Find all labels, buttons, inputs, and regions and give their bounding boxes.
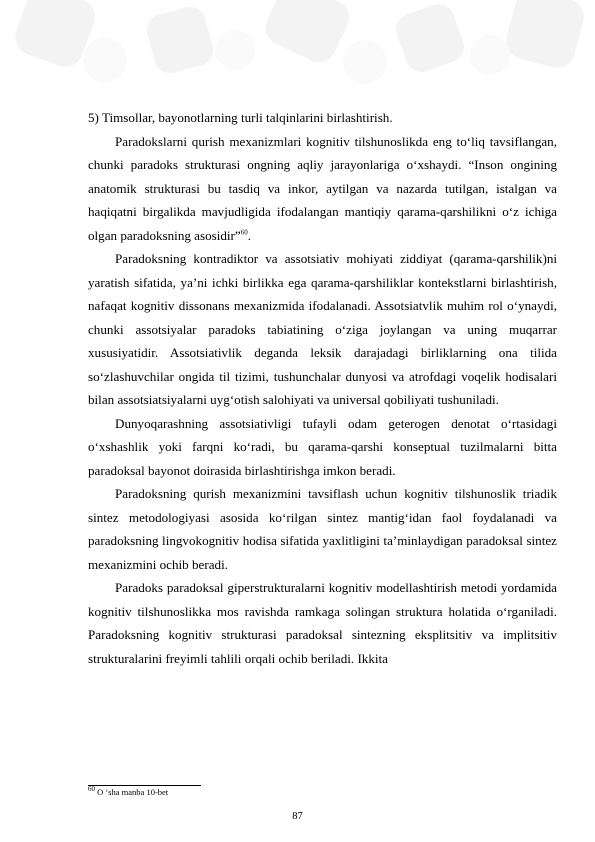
footnote-ref[interactable]: 60 (240, 228, 248, 237)
page-number: 87 (292, 811, 303, 822)
page-body (88, 106, 557, 670)
footnote-marker: 60 (88, 785, 95, 794)
footnote (88, 787, 168, 798)
paragraph-3: Paradoksning kontradiktor va assotsiativ mohiyati ziddiyat (qarama-qarshilik)ni yaratish sifatida, ya’ni ichki birlikka ega qarama-qarshiliklar kontekstlarni birlashtirish, nafaqat kognitiv dissonans mexanizmida ifodalanadi. Assotsiatvlik muhim rol o‘ynaydi, chunki assotsiyalar paradoks tabiatining o‘ziga joylangan va uning muqarrar xususiyatidir. Assotsiativlik deganda leksik darajadagi birliklarning ona tilida so‘zlashuvchilar ongida til tizimi, tushunchalar dunyosi va atrofdagi voqelik hodisalari bilan assotsiatsiyalarni uyg‘otish salohiyati va universal qobiliyati tushuniladi. (88, 251, 557, 407)
watermark-pattern (0, 0, 595, 120)
paragraph-6: Paradoks paradoksal giperstrukturalarni kognitiv modellashtirish metodi yordamida kognitiv tilshunoslikka mos ravishda ramkaga solingan struktura holatida o‘rganiladi. Paradoksning kognitiv strukturasi paradoksal sintezning eksplitsitiv va implitsitiv strukturalarini freyimli tahlili orqali ochib beriladi. Ikkita (88, 580, 557, 666)
footnote-divider (88, 785, 201, 786)
paragraph-2: Paradokslarni qurish mexanizmlari kognitiv tilshunoslikda eng to‘liq tavsiflangan, chunki paradoks strukturasi ongning aqliy jarayonlariga o‘xshaydi. “Inson ongining anatomik strukturasi bu tasdiq va inkor, aytilgan va nazarda tutilgan, istalgan va haqiqatni birgalikda mavjudligida ifodalangan mantiqiy qarama-qarshilikni o‘z ichiga olgan paradoksning asosidir”$^{60}$. (88, 133, 557, 243)
paragraph-4: Dunyoqarashning assotsiativligi tufayli odam geterogen denotat o‘rtasidagi o‘xshashlik yoki farqni ko‘radi, bu qarama-qarshi konseptual tuzilmalarni bitta paradoksal bayonot doirasida birlashtirishga imkon beradi. (88, 415, 557, 478)
paragraph-1: 5) Timsollar, bayonotlarning turli talqinlarini birlashtirish. (88, 110, 393, 125)
footnote-text: O ‘sha manba 10-bet (95, 787, 169, 797)
paragraph-5: Paradoksning qurish mexanizmini tavsiflash uchun kognitiv tilshunoslik triadik sintez metodologiyasi asosida ko‘rilgan sintez mantig‘idan faol foydalanadi va paradoksning lingvokognitiv hodisa sifatida yaxlitligini ta’minlaydigan paradoksal sintez mexanizmini ochib beradi. (88, 486, 557, 572)
